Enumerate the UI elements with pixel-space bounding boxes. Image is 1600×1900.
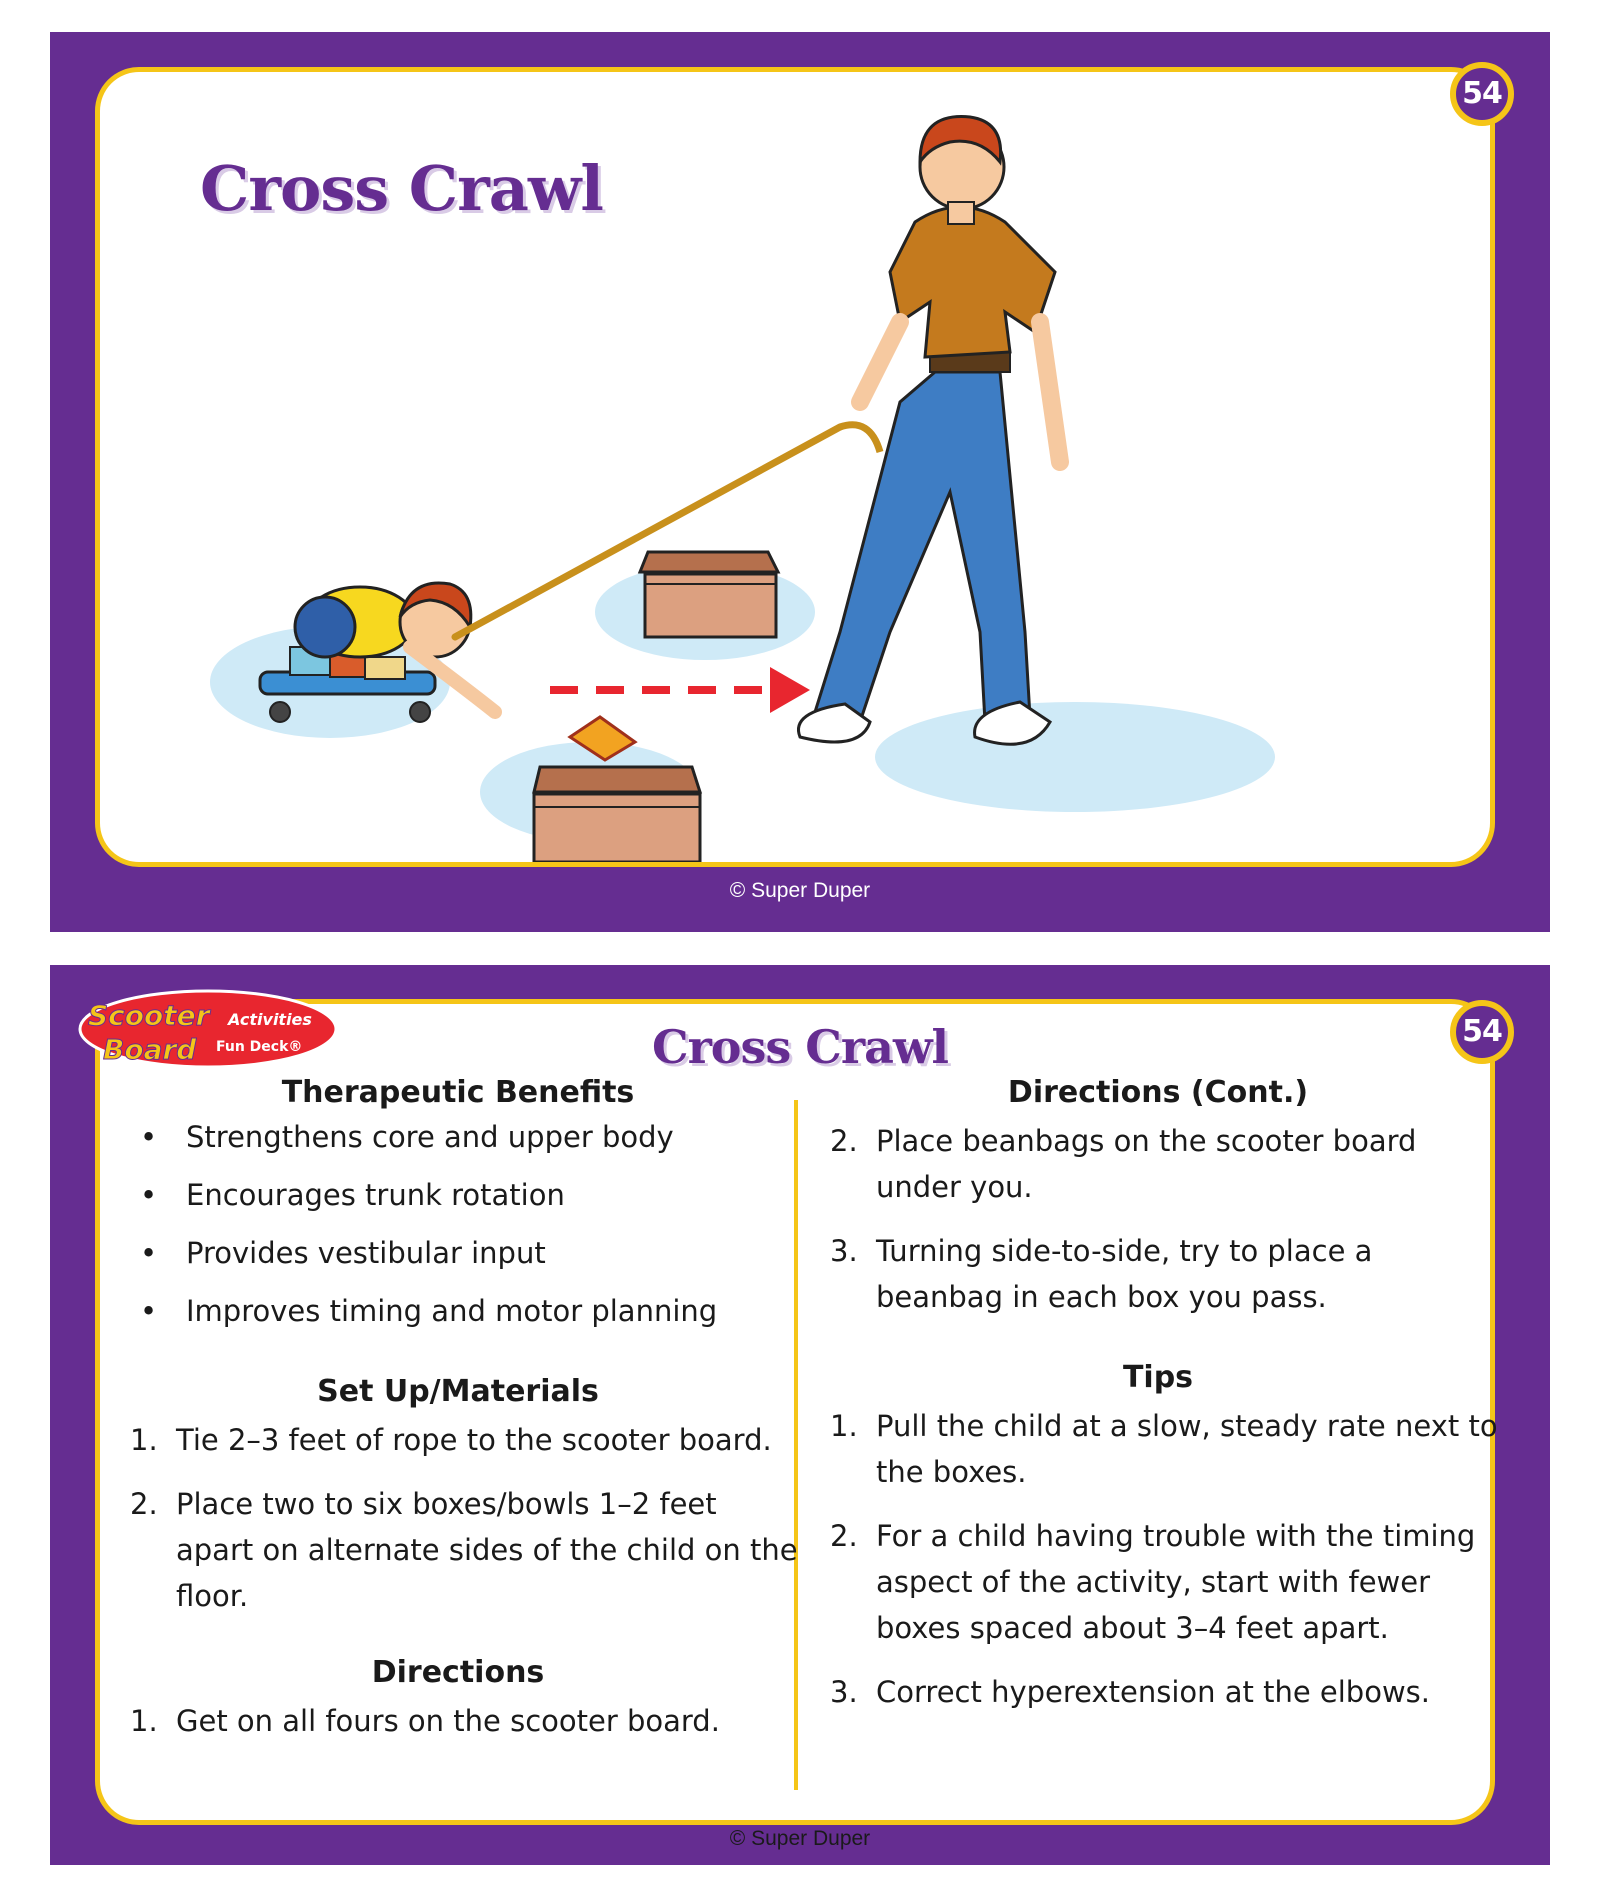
list-item <box>818 1513 1498 1651</box>
step-text: Tie 2–3 feet of rope to the scooter board. <box>176 1423 772 1457</box>
list-item <box>118 1481 798 1619</box>
directions-cont-heading: Directions (Cont.) <box>1007 1075 1309 1110</box>
benefits-heading: Therapeutic Benefits <box>281 1075 635 1110</box>
left-column <box>118 1075 798 1762</box>
illustration-scooter-activity <box>100 72 1490 862</box>
tips-list <box>818 1403 1498 1715</box>
card-number-badge: 54 <box>1450 62 1514 126</box>
right-column <box>818 1075 1498 1733</box>
back-title: Cross Crawl <box>651 1020 949 1074</box>
directions-list <box>118 1698 798 1744</box>
shadow-man <box>875 702 1275 812</box>
logo-line2: Board <box>103 1033 197 1066</box>
list-item <box>818 1228 1498 1320</box>
step-number: 2. <box>830 1519 858 1553</box>
list-item: • Provides vestibular input <box>118 1234 798 1272</box>
setup-list <box>118 1417 798 1619</box>
step-text: Place beanbags on the scooter board under you. <box>876 1124 1417 1204</box>
step-number: 1. <box>130 1423 158 1457</box>
card-number-badge-back: 54 <box>1450 1000 1514 1064</box>
directions-cont-list <box>818 1118 1498 1320</box>
copyright-text: © Super Duper <box>729 879 871 902</box>
box-near-icon <box>534 767 700 862</box>
step-text: Place two to six boxes/bowls 1–2 feet apart on alternate sides of the child on the floor. <box>176 1487 798 1613</box>
list-item <box>118 1417 798 1463</box>
list-item <box>118 1698 798 1744</box>
benefits-list <box>118 1118 798 1330</box>
copyright-text-back: © Super Duper <box>729 1827 871 1850</box>
back-card <box>50 965 1550 1865</box>
step-number: 3. <box>830 1675 858 1709</box>
step-number: 1. <box>130 1704 158 1738</box>
front-panel <box>95 67 1495 867</box>
direction-arrow-icon <box>550 667 810 713</box>
list-item: • Improves timing and motor planning <box>118 1292 798 1330</box>
step-text: Pull the child at a slow, steady rate next to the boxes. <box>876 1409 1498 1489</box>
front-title: Cross Crawl <box>200 152 603 225</box>
logo-line1: Scooter <box>88 999 210 1032</box>
setup-heading: Set Up/Materials <box>317 1374 599 1409</box>
logo-tag2: Fun Deck® <box>216 1039 303 1055</box>
step-number: 2. <box>830 1124 858 1158</box>
front-card <box>50 32 1550 932</box>
step-text: Correct hyperextension at the elbows. <box>876 1675 1431 1709</box>
step-text: For a child having trouble with the timing aspect of the activity, start with fewer boxes spaced about 3–4 feet apart. <box>876 1519 1476 1645</box>
step-number: 3. <box>830 1234 858 1268</box>
list-item <box>818 1403 1498 1495</box>
list-item <box>818 1118 1498 1210</box>
logo-tag1: Activities <box>228 1010 312 1029</box>
tips-heading: Tips <box>1122 1360 1194 1395</box>
directions-heading: Directions <box>371 1655 545 1690</box>
box-far-icon <box>640 552 778 637</box>
step-number: 1. <box>830 1409 858 1443</box>
list-item <box>818 1669 1498 1715</box>
step-number: 2. <box>130 1487 158 1521</box>
step-text: Get on all fours on the scooter board. <box>176 1704 720 1738</box>
list-item: • Encourages trunk rotation <box>118 1176 798 1214</box>
list-item: • Strengthens core and upper body <box>118 1118 798 1156</box>
step-text: Turning side-to-side, try to place a beanbag in each box you pass. <box>876 1234 1373 1314</box>
